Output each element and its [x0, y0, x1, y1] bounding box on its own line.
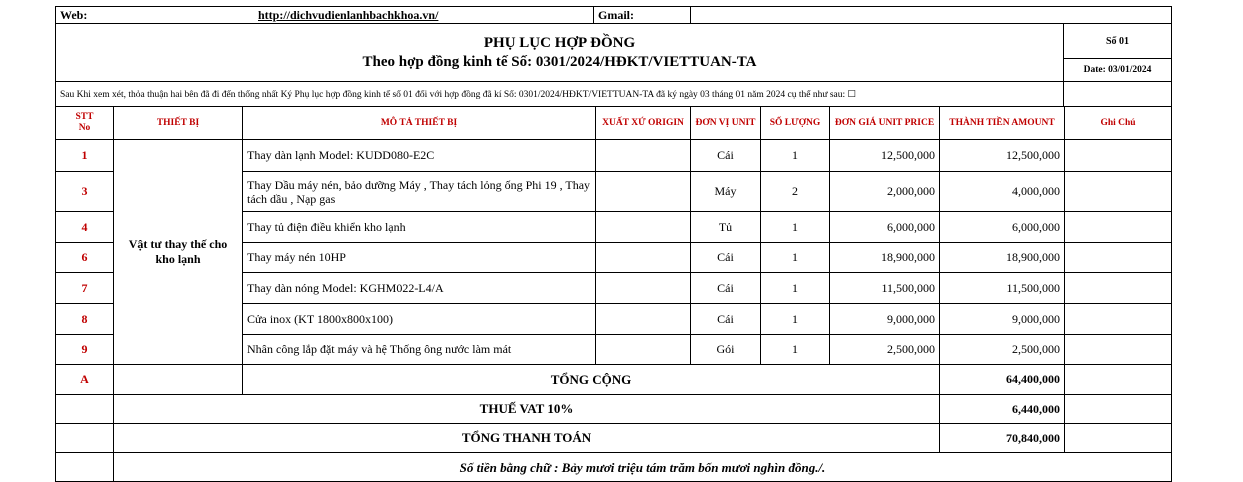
header-description: MÔ TẢ THIẾT BỊ: [242, 106, 596, 140]
table-row-stt: 8: [55, 303, 114, 335]
table-row-origin: [595, 272, 691, 304]
table-row-origin: [595, 211, 691, 243]
total-row-amount: 64,400,000: [939, 364, 1065, 395]
grand-total-row-note: [1064, 423, 1172, 453]
gmail-label-cell: [593, 6, 691, 24]
table-row-origin: [595, 242, 691, 273]
header-unit: ĐƠN VỊ UNIT: [690, 106, 761, 140]
table-row-note: [1064, 171, 1172, 212]
table-row-amount: 18,900,000: [939, 242, 1065, 273]
table-row-description: Nhân công lắp đặt máy và hệ Thống ông nước làm mát: [242, 334, 596, 365]
gmail-label: Gmail:: [598, 7, 634, 22]
table-row-unit-price: 6,000,000: [829, 211, 940, 243]
table-row-unit: Tủ: [690, 211, 761, 243]
table-row-stt: 1: [55, 139, 114, 172]
intro-text: Sau Khi xem xét, thỏa thuận hai bên đã đi đến thống nhất Ký Phụ lục hợp đồng kinh tế số 01 đối với hợp đồng đã kí Số: 0301/2024/HĐKT/VIETTUAN-TA đã ký ngày 03 tháng 01 năm 2024 cụ thể như sau: ☐: [60, 89, 857, 100]
table-row-note: [1064, 211, 1172, 243]
amount-in-words: Số tiền bằng chữ : Bảy mươi triệu tám trăm bốn mươi nghìn đồng./.: [459, 460, 826, 475]
table-row-stt: 7: [55, 272, 114, 304]
appendix-date-cell: [1063, 58, 1172, 82]
table-row-unit: Máy: [690, 171, 761, 212]
amount-words-stt: [55, 452, 114, 482]
table-row-unit: Cái: [690, 139, 761, 172]
web-url-cell: [113, 6, 594, 24]
table-row-note: [1064, 334, 1172, 365]
total-row-note: [1064, 364, 1172, 395]
table-row-amount: 4,000,000: [939, 171, 1065, 212]
intro-cell: [55, 81, 1064, 107]
amount-in-words-cell: [113, 452, 1172, 482]
vat-row-label: THUẾ VAT 10%: [113, 394, 940, 424]
table-row-origin: [595, 139, 691, 172]
header-note: Ghi Chú: [1064, 106, 1172, 140]
table-row-description: Thay Dầu máy nén, bảo dưỡng Máy , Thay tách lỏng ống Phi 19 , Thay tách dầu , Nạp gas: [242, 171, 596, 212]
table-row-unit-price: 9,000,000: [829, 303, 940, 335]
appendix-number-cell: [1063, 23, 1172, 59]
gmail-value-cell: [690, 6, 1172, 24]
vat-row-amount: 6,440,000: [939, 394, 1065, 424]
table-row-unit-price: 12,500,000: [829, 139, 940, 172]
table-row-note: [1064, 242, 1172, 273]
table-row-quantity: 1: [760, 211, 830, 243]
title-block: [55, 23, 1064, 82]
table-row-origin: [595, 171, 691, 212]
table-row-quantity: 1: [760, 242, 830, 273]
table-row-quantity: 1: [760, 334, 830, 365]
website-link[interactable]: http://dichvudienlanhbachkhoa.vn/: [258, 7, 439, 22]
table-row-unit-price: 2,500,000: [829, 334, 940, 365]
total-row-label: TỔNG CỘNG: [242, 364, 940, 395]
table-row-unit: Cái: [690, 272, 761, 304]
appendix-date: Date: 03/01/2024: [1083, 65, 1152, 75]
device-group-cell: [113, 139, 243, 365]
table-row-description: Thay tủ điện điều khiển kho lạnh: [242, 211, 596, 243]
table-row-quantity: 1: [760, 303, 830, 335]
header-origin: XUẤT XỨ ORIGIN: [595, 106, 691, 140]
device-group-label: Vật tư thay thế cho kho lạnh: [128, 237, 228, 266]
vat-row-note: [1064, 394, 1172, 424]
table-row-description: Thay dàn nóng Model: KGHM022-L4/A: [242, 272, 596, 304]
table-row-amount: 2,500,000: [939, 334, 1065, 365]
table-row-note: [1064, 303, 1172, 335]
table-row-stt: 9: [55, 334, 114, 365]
header-quantity: SỐ LƯỢNG: [760, 106, 830, 140]
header-device: THIẾT BỊ: [113, 106, 243, 140]
table-row-description: Cửa inox (KT 1800x800x100): [242, 303, 596, 335]
vat-row-stt: [55, 394, 114, 424]
table-row-unit-price: 18,900,000: [829, 242, 940, 273]
table-row-stt: 4: [55, 211, 114, 243]
grand-total-row-label: TỔNG THANH TOÁN: [113, 423, 940, 453]
grand-total-row-stt: [55, 423, 114, 453]
table-row-amount: 6,000,000: [939, 211, 1065, 243]
table-row-note: [1064, 272, 1172, 304]
table-row-unit: Gói: [690, 334, 761, 365]
table-row-amount: 9,000,000: [939, 303, 1065, 335]
table-row-unit: Cái: [690, 303, 761, 335]
table-row-quantity: 1: [760, 139, 830, 172]
table-row-origin: [595, 303, 691, 335]
header-stt: STT No: [55, 106, 114, 140]
table-row-unit: Cái: [690, 242, 761, 273]
table-row-quantity: 2: [760, 171, 830, 212]
table-row-description: Thay dàn lạnh Model: KUDD080-E2C: [242, 139, 596, 172]
table-row-amount: 11,500,000: [939, 272, 1065, 304]
table-row-amount: 12,500,000: [939, 139, 1065, 172]
grand-total-row-amount: 70,840,000: [939, 423, 1065, 453]
table-row-stt: 6: [55, 242, 114, 273]
total-row-stt: A: [55, 364, 114, 395]
table-row-unit-price: 11,500,000: [829, 272, 940, 304]
page-title: PHỤ LỤC HỢP ĐỒNG: [483, 34, 636, 51]
table-row-origin: [595, 334, 691, 365]
table-row-stt: 3: [55, 171, 114, 212]
header-unit-price: ĐƠN GIÁ UNIT PRICE: [829, 106, 940, 140]
web-label: Web:: [60, 7, 88, 22]
total-row-spacer: [113, 364, 243, 395]
page-subtitle: Theo hợp đồng kinh tế Số: 0301/2024/HĐKT/VIETTUAN-TA: [362, 53, 757, 70]
table-row-quantity: 1: [760, 272, 830, 304]
table-row-unit-price: 2,000,000: [829, 171, 940, 212]
table-row-description: Thay máy nén 10HP: [242, 242, 596, 273]
header-amount: THÀNH TIỀN AMOUNT: [939, 106, 1065, 140]
web-label-cell: [55, 6, 114, 24]
intro-blank-cell: [1063, 81, 1172, 107]
appendix-number: Số 01: [1105, 35, 1130, 47]
table-row-note: [1064, 139, 1172, 172]
